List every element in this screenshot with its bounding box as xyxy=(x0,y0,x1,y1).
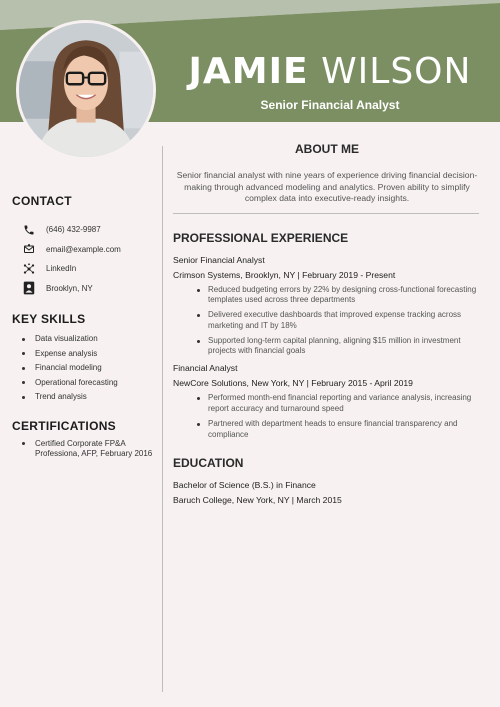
certifications-list xyxy=(12,439,157,459)
job-entry-title: Senior Financial Analyst xyxy=(173,254,265,265)
certification-item: Certified Corporate FP&A Professiona, AFP, February 2016 xyxy=(12,439,157,459)
contact-phone xyxy=(12,220,157,240)
phone-text[interactable]: (646) 432-9987 xyxy=(46,225,101,235)
contact-linkedin xyxy=(12,259,157,279)
skill-item: Expense analysis xyxy=(12,347,157,362)
section-divider xyxy=(173,213,479,214)
experience-heading: PROFESSIONAL EXPERIENCE xyxy=(173,230,349,245)
certifications-heading: CERTIFICATIONS xyxy=(12,418,116,433)
skill-item: Financial modeling xyxy=(12,361,157,376)
job-bullet: Partnered with department heads to ensure financial transparency and compliance xyxy=(173,419,481,441)
job-entry-meta: Crimson Systems, Brooklyn, NY | February 2019 - Present xyxy=(173,269,396,280)
contact-location xyxy=(12,279,157,299)
candidate-name xyxy=(180,50,480,94)
job-entry xyxy=(173,255,481,358)
job-bullet: Reduced budgeting errors by 22% by designing cross-functional forecasting templates used across three departments xyxy=(173,285,481,307)
job-bullet: Delivered executive dashboards that improved expense tracking across marketing and IT by 18% xyxy=(173,310,481,332)
education-heading: EDUCATION xyxy=(173,456,244,471)
skill-item: Trend analysis xyxy=(12,390,157,405)
job-bullet: Supported long-term capital planning, aligning $15 million in investment projects with financial goals xyxy=(173,336,481,358)
column-divider xyxy=(162,146,163,692)
sidebar xyxy=(12,194,157,459)
first-name: JAMIE xyxy=(188,51,309,92)
education-school: Baruch College, New York, NY | March 2015 xyxy=(173,495,342,506)
job-bullets xyxy=(173,285,481,358)
job-entry-title: Financial Analyst xyxy=(173,363,238,374)
contact-heading: CONTACT xyxy=(12,194,72,208)
about-heading: ABOUT ME xyxy=(295,142,359,156)
email-icon xyxy=(22,242,36,256)
skills-list xyxy=(12,332,157,405)
skills-heading: KEY SKILLS xyxy=(12,312,86,326)
job-bullet: Performed month-end financial reporting and variance analysis, increasing report accuracy and turnaround speed xyxy=(173,393,481,415)
job-entry-meta: NewCore Solutions, New York, NY | February 2015 - April 2019 xyxy=(173,378,413,389)
contact-email xyxy=(12,240,157,260)
job-entry xyxy=(173,363,481,440)
phone-icon xyxy=(22,223,36,237)
email-text[interactable]: email@example.com xyxy=(46,244,121,254)
linkedin-text[interactable]: LinkedIn xyxy=(46,264,77,274)
about-text: Senior financial analyst with nine years of experience driving financial decision-making through advanced modeling and analytics. Proven ability to simplify complex data into executive-ready insights. xyxy=(176,170,478,203)
location-text: Brooklyn, NY xyxy=(46,283,93,293)
profile-photo xyxy=(16,20,156,160)
skill-item: Data visualization xyxy=(12,332,157,347)
education-degree: Bachelor of Science (B.S.) in Finance xyxy=(173,480,316,491)
job-title: Senior Financial Analyst xyxy=(260,98,400,112)
skill-item: Operational forecasting xyxy=(12,376,157,391)
contact-list xyxy=(12,220,157,298)
linkedin-icon xyxy=(22,262,36,276)
last-name: WILSON xyxy=(321,51,472,92)
location-icon xyxy=(22,281,36,295)
job-bullets xyxy=(173,393,481,440)
main-content xyxy=(173,142,481,505)
